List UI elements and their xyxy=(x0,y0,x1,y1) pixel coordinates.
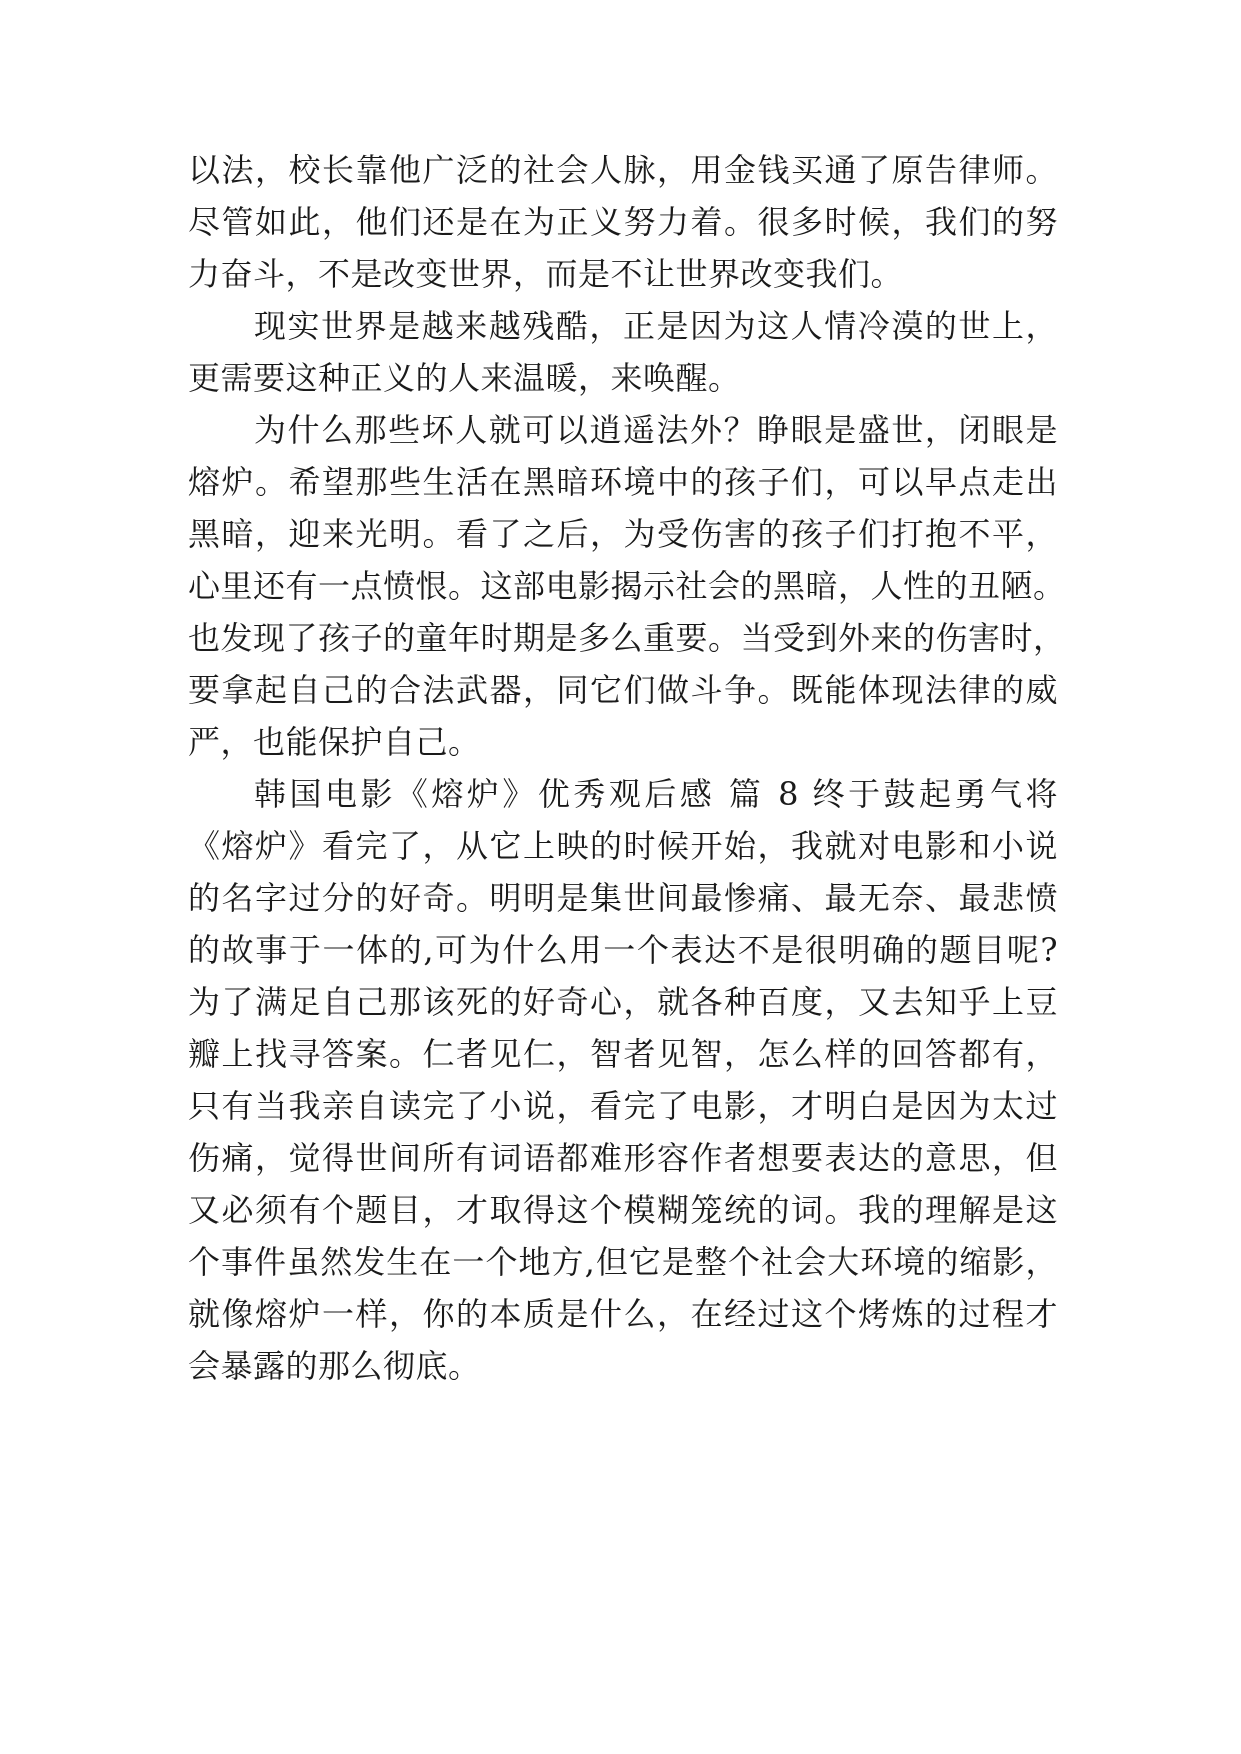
section-heading-line: 韩国电影《熔炉》优秀观后感 篇 8 终于鼓起勇气将 xyxy=(254,775,1058,813)
text-line: 的故事于一体的,可为什么用一个表达不是很明确的题目呢? xyxy=(188,931,1058,969)
text-line: 的名字过分的好奇。明明是集世间最惨痛、最无奈、最悲愤 xyxy=(188,879,1058,917)
text-line: 瓣上找寻答案。仁者见仁，智者见智，怎么样的回答都有， xyxy=(188,1035,1058,1073)
text-line: 更需要这种正义的人来温暖，来唤醒。 xyxy=(188,359,741,397)
text-line: 个事件虽然发生在一个地方,但它是整个社会大环境的缩影， xyxy=(188,1243,1058,1281)
text-line: 尽管如此，他们还是在为正义努力着。很多时候，我们的努 xyxy=(188,203,1058,241)
text-line: 严，也能保护自己。 xyxy=(188,723,481,761)
text-line: 以法，校长靠他广泛的社会人脉，用金钱买通了原告律师。 xyxy=(188,151,1058,189)
text-line: 力奋斗，不是改变世界，而是不让世界改变我们。 xyxy=(188,255,904,293)
text-line: 为了满足自己那该死的好奇心，就各种百度，又去知乎上豆 xyxy=(188,983,1058,1021)
text-line: 现实世界是越来越残酷，正是因为这人情冷漠的世上， xyxy=(254,307,1058,345)
text-line: 《熔炉》看完了，从它上映的时候开始，我就对电影和小说 xyxy=(188,827,1058,865)
text-line: 熔炉。希望那些生活在黑暗环境中的孩子们，可以早点走出 xyxy=(188,463,1058,501)
text-line: 为什么那些坏人就可以逍遥法外？睁眼是盛世，闭眼是 xyxy=(254,411,1058,449)
text-line: 伤痛，觉得世间所有词语都难形容作者想要表达的意思，但 xyxy=(188,1139,1058,1177)
text-line: 又必须有个题目，才取得这个模糊笼统的词。我的理解是这 xyxy=(188,1191,1058,1229)
text-line: 就像熔炉一样，你的本质是什么，在经过这个烤炼的过程才 xyxy=(188,1295,1058,1333)
text-line: 会暴露的那么彻底。 xyxy=(188,1347,481,1385)
text-line: 要拿起自己的合法武器，同它们做斗争。既能体现法律的威 xyxy=(188,671,1058,709)
text-line: 也发现了孩子的童年时期是多么重要。当受到外来的伤害时， xyxy=(188,619,1066,657)
text-line: 黑暗，迎来光明。看了之后，为受伤害的孩子们打抱不平， xyxy=(188,515,1058,553)
text-line: 只有当我亲自读完了小说，看完了电影，才明白是因为太过 xyxy=(188,1087,1058,1125)
text-line: 心里还有一点愤恨。这部电影揭示社会的黑暗，人性的丑陋。 xyxy=(188,567,1066,605)
